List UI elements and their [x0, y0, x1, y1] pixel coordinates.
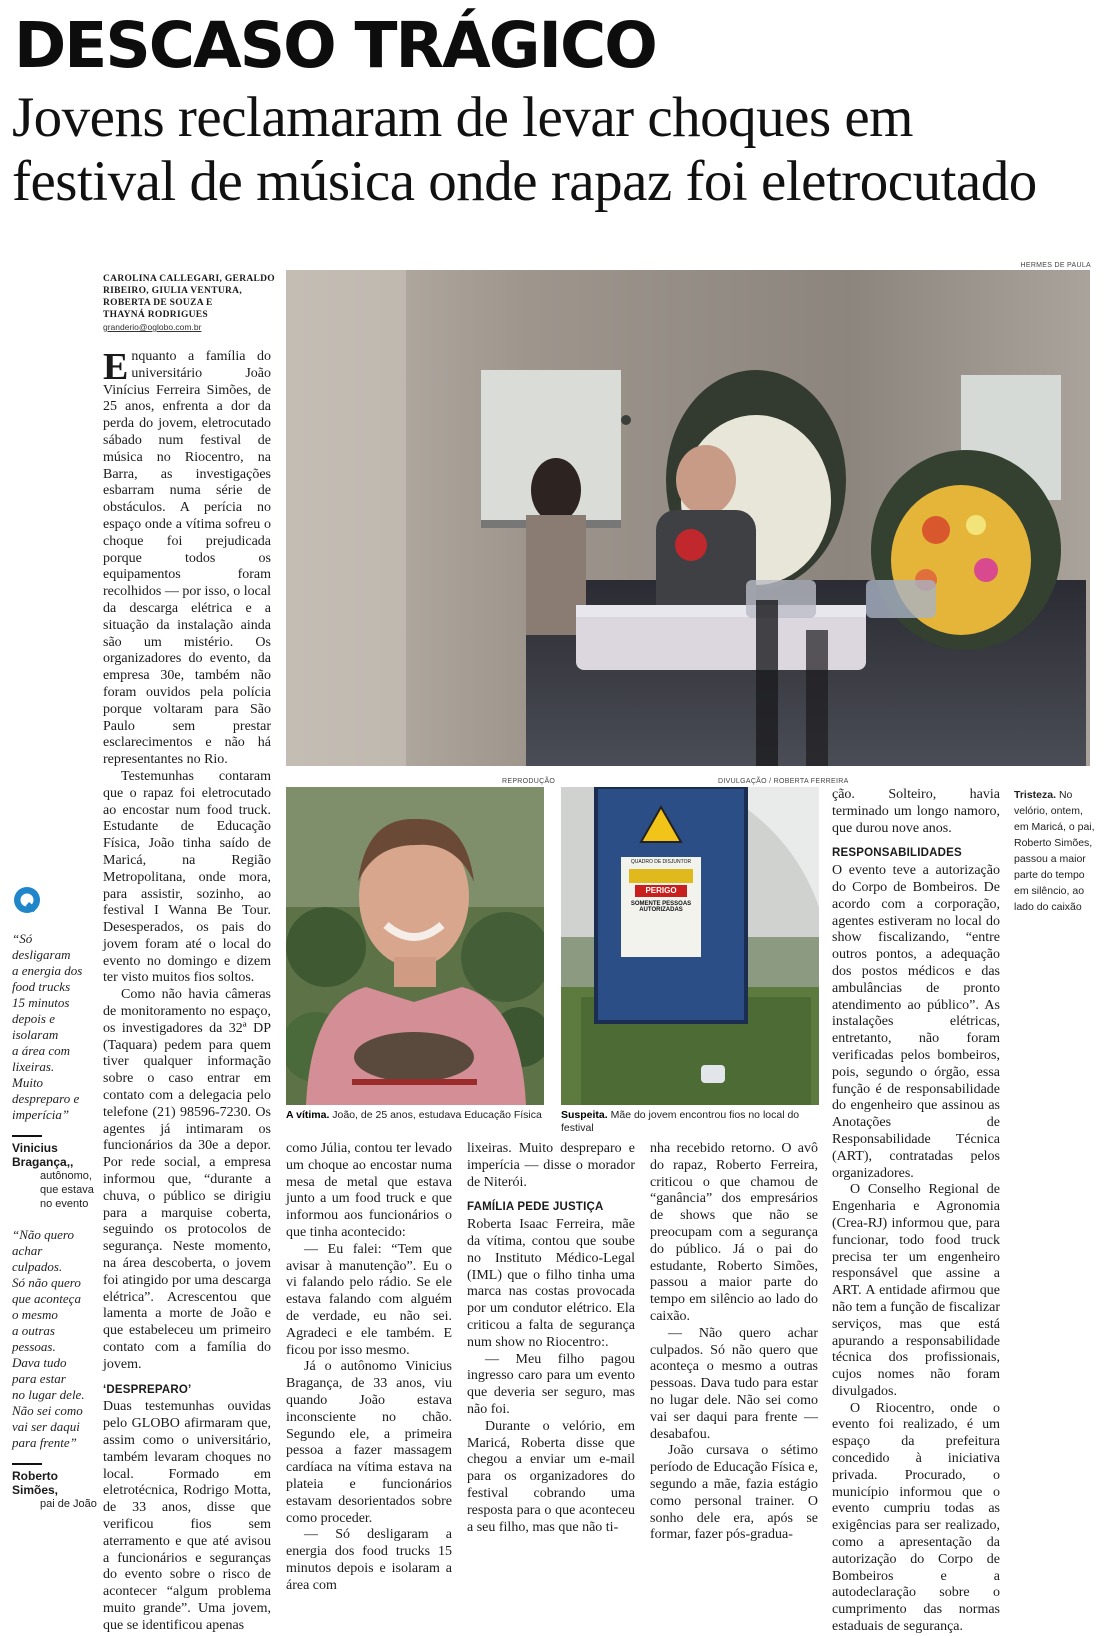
paragraph: — Só desligaram a energia dos food trucks 15 minutos depois e isolaram a área com — [286, 1527, 452, 1593]
paragraph: O Riocentro, onde o evento foi realizado, é um espaço da prefeitura concedido à iniciativa privada. Procurado, o município informou que o evento cumpriu todas as exigências para ser realizado, como a apresentação da autorização do Corpo de Bombeiros e a autodeclaração sobre o cumprimento das normas estaduais de segurança. — [832, 1400, 1000, 1635]
caption-line: em Maricá, o pai, — [1014, 821, 1095, 833]
byline-line: RIBEIRO, GIULIA VENTURA, — [103, 286, 242, 296]
paragraph — [103, 346, 271, 769]
byline-line: THAYNÁ RODRIGUES — [103, 310, 209, 320]
divider — [12, 1135, 42, 1137]
caption-lead: Suspeita. — [561, 1109, 608, 1121]
portrait-credit: REPRODUÇÃO — [502, 778, 556, 785]
caption-text: João, de 25 anos, estudava Educação Física — [329, 1109, 542, 1121]
paragraph — [832, 863, 1000, 1182]
caption-line: No — [1056, 789, 1073, 801]
paragraph — [103, 1399, 271, 1634]
article-column-1 — [103, 346, 271, 1635]
paragraph: João cursava o sétimo período de Educação Física e, segundo a mãe, fazia estágio como personal trainer. O sonho dele era, após se formar, fazer pós-gradua- — [650, 1443, 818, 1543]
quote-2-role: pai de João — [40, 1498, 97, 1510]
main-photo-credit: HERMES DE PAULA — [1020, 262, 1091, 269]
electrical-panel-photo — [561, 787, 819, 1105]
divider — [12, 1463, 42, 1465]
headline-line: festival de música onde rapaz foi eletrocutado — [12, 150, 1037, 213]
paragraph-text: como Júlia, contou ter levado um choque ao encostar numa mesa de metal que estava junto a um food truck e que informou aos funcionários o que tinha acontecido: — [286, 1141, 452, 1240]
paragraph: Durante o velório, em Maricá, Roberta disse que chegou a enviar um e-mail para os organizadores do festival cobrando uma resposta para o que aconteceu a seu filho, mas que não ti- — [467, 1418, 635, 1535]
section-heading: FAMÍLIA PEDE JUSTIÇA — [467, 1201, 604, 1214]
paragraph: — Não quero achar culpados. Só não quero que aconteça o mesmo a outras pessoas. Dava tudo para estar no lugar dele. Não sei como vai ser daqui para frente — desabafou. — [650, 1325, 818, 1442]
section-heading: RESPONSABILIDADES — [832, 847, 962, 860]
byline-line: ROBERTA DE SOUZA E — [103, 298, 213, 308]
author-email-link[interactable]: granderio@oglobo.com.br — [103, 322, 202, 332]
drop-cap: E — [103, 346, 129, 388]
caption-line: lado do caixão — [1014, 901, 1082, 913]
byline — [103, 273, 278, 321]
caption-line: velório, ontem, — [1014, 805, 1083, 817]
victim-portrait-photo — [286, 787, 544, 1105]
paragraph-text: nquanto a família do universitário João Vinícius Ferreira Simões, de 25 anos, enfrenta a dor da perda do jovem, eletrocutado sábado num festival de música no Riocentro, na Barra, as investigações esbarram numa série de obstáculos. A perícia no espaço onde a vítima sofreu o choque foi prejudicada porque todos os equipamentos foram recolhidos — por isso, o local da descarga elétrica e a situação da instalação ainda são um mistério. Os organizadores do evento, da empresa 30e, também não foram ouvidos pela polícia porque voltaram para São Paulo sem prestar esclarecimentos e não há representantes no Rio. — [103, 349, 271, 768]
quote-sidebar — [12, 885, 100, 1511]
caption-line: em silêncio, ao — [1014, 885, 1085, 897]
quote-1-author: Vinicius Bragança,, — [12, 1141, 74, 1169]
paragraph: — Meu filho pagou ingresso caro para um evento que deveria ser seguro, mas não foi. — [467, 1351, 635, 1417]
main-photo-caption — [1014, 787, 1099, 915]
quote-1: “Só desligaram a energia dos food trucks 15 minutos depois e isolaram a área com lixeiras. Muito despreparo e imperícia” — [12, 931, 83, 1122]
paragraph-text: O evento teve a autorização do Corpo de Bombeiros. De acordo com a corporação, agentes estiveram no local do show fiscalizando, “entre outros pontos, a adequação dos postos médicos e das ambulâncias de pronto atendimento ao público”. As instalações elétricas, entretanto, não foram verificadas pelos bombeiros, pois, segundo o órgão, essa função é de responsabilidade do engenheiro que assinou as Anotações de Responsabilidade Técnica (ART), contratadas pelos organizadores. — [832, 863, 1000, 1181]
sign-warning: PERIGO — [645, 886, 677, 895]
byline-line: CAROLINA CALLEGARI, GERALDO — [103, 274, 275, 284]
quote-2-author: Roberto Simões, — [12, 1469, 59, 1497]
section-heading: ‘DESPREPARO’ — [103, 1383, 192, 1396]
paragraph-text: Duas testemunhas ouvidas pelo GLOBO afirmaram que, assim como o universitário, também levaram choques no local. Formado em eletrotécnica, Rodrigo Motta, de 33 anos, disse que verificou fios sem aterramento e que até avisou a funcionários e seguranças do evento sobre o risco de acontecer “algum problema muito grande”. Uma jovem, que se identificou apenas — [103, 1399, 271, 1633]
headline-line: Jovens reclamaram de levar choques em — [12, 86, 914, 149]
article-column-5 — [832, 787, 1000, 1636]
paragraph: Testemunhas contaram que o rapaz foi eletrocutado ao encostar num food truck. Estudante de Educação Física, João tinha saído de Maricá, na Região Metropolitana, onde mora, para assistir, sozinho, ao festival I Wanna Be Tour. Desesperados, os pais do jovem foram até o local do evento no domingo e dizem ter visto muitos fios soltos. — [103, 768, 271, 986]
quote-icon — [12, 885, 42, 915]
paragraph: Como não havia câmeras de monitoramento no espaço, os investigadores da 32ª DP (Taquara) pedem para quem tiver qualquer informação sobre o caso entrar em contato com a delegacia pelo telefone (21) 98596-7230. Os agentes já intimaram os funcionários da 30e a depor. Por rede social, a empresa informou que, “durante a chuva, o público se dirigiu para a marquise coberta, seguindo os protocolos de segurança. Neste momento, na área descoberta, o jovem foi atingido por uma descarga elétrica”. Acrescentou que lamenta a morte de João e que estabeleceu um primeiro contato com a família do jovem. — [103, 987, 271, 1372]
portrait-caption — [286, 1109, 544, 1122]
kicker: DESCASO TRÁGICO — [14, 9, 656, 82]
caption-text: Mãe do jovem encontrou fios no local do festival — [561, 1109, 800, 1134]
paragraph: Já o autônomo Vinicius Bragança, de 33 anos, viu quando João estava inconsciente no chão. Segundo ele, a primeira pessoa a fazer massagem cardíaca na vítima estava na plateia e funcionários estavam desorientados sobre como proceder. — [286, 1359, 452, 1526]
caption-line: Roberto Simões, — [1014, 837, 1093, 849]
caption-lead: Tristeza. — [1014, 789, 1057, 801]
quote-1-role: autônomo, que estava no evento — [40, 1170, 94, 1210]
paragraph — [286, 1141, 452, 1242]
sign-title: QUADRO DE DISJUNTOR — [630, 859, 692, 865]
headline — [12, 86, 1097, 214]
paragraph-text: nha recebido retorno. O avô do rapaz, Roberto Ferreira, criticou o que chamou de “ganância” dos empresários de shows que não se preocupam com a segurança do público. Já o pai do estudante, Roberto Simões, passou a maior parte do tempo em silêncio ao lado do caixão. — [650, 1141, 818, 1324]
paragraph: O Conselho Regional de Engenharia e Agronomia (Crea-RJ) informou que, para funcionar, todo food truck precisa ter um engenheiro responsável que assine a ART. A entidade afirmou que não tem a função de fiscalizar serviços, mas que está apurando a responsabilidade técnica dos profissionais, cujos nomes não foram divulgados. — [832, 1182, 1000, 1399]
paragraph — [467, 1217, 635, 1351]
panel-credit: DIVULGAÇÃO / ROBERTA FERREIRA — [718, 778, 849, 785]
caption-lead: A vítima. — [286, 1109, 330, 1121]
paragraph-text: lixeiras. Muito despreparo e imperícia — disse o morador de Niterói. — [467, 1141, 635, 1190]
panel-caption — [561, 1109, 821, 1135]
paragraph-text: ção. Solteiro, havia terminado um longo namoro, que durou nove anos. — [832, 787, 1000, 836]
sign-text: SOMENTE PESSOAS AUTORIZADAS — [630, 901, 692, 913]
quote-2: “Não quero achar culpados. Só não quero que aconteça o mesmo a outras pessoas. Dava tudo para estar no lugar dele. Não sei como vai ser daqui para frente” — [12, 1227, 85, 1450]
article-column-4 — [650, 1141, 818, 1544]
wake-photo — [286, 270, 1090, 766]
paragraph: — Eu falei: “Tem que avisar à manutenção”. Eu o vi falando pelo rádio. Se ele estava falando com alguém de verdade, eu não sei. Agradeci e ele também. E ficou por isso mesmo. — [286, 1241, 452, 1358]
article-column-3 — [467, 1141, 635, 1536]
paragraph — [467, 1141, 635, 1191]
caption-line: parte do tempo — [1014, 869, 1085, 881]
paragraph — [650, 1141, 818, 1326]
paragraph — [832, 787, 1000, 837]
caption-line: passou a maior — [1014, 853, 1086, 865]
paragraph-text: Roberta Isaac Ferreira, mãe da vítima, contou que soube no Instituto Médico-Legal (IML) que o filho tinha uma marca nas costas provocada por um condutor elétrico. Ela criticou a falta de segurança num show no Riocentro:. — [467, 1217, 635, 1350]
article-column-2 — [286, 1141, 452, 1595]
